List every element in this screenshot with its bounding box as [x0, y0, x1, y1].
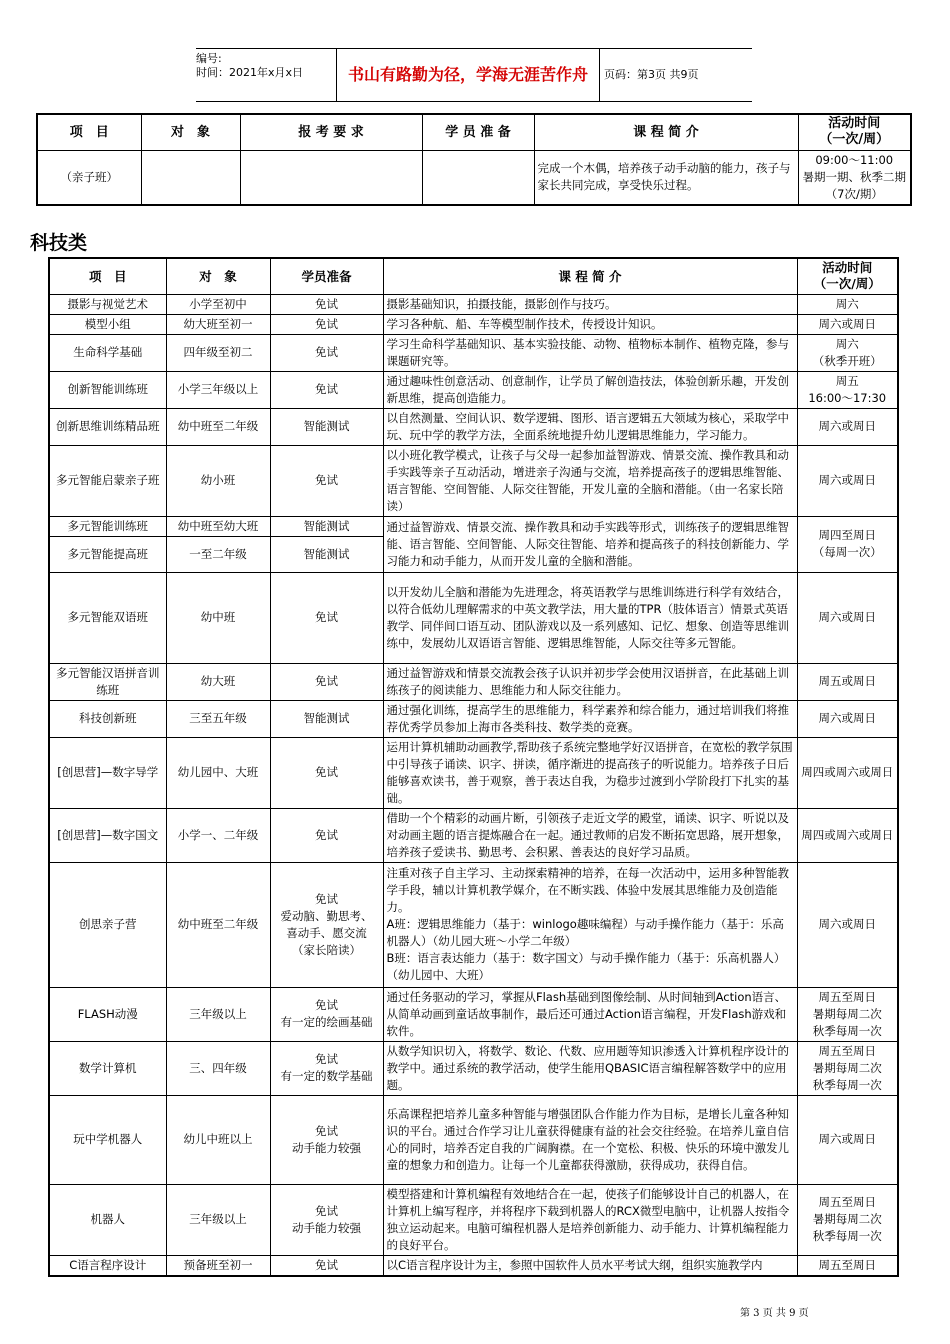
intro-paragraph: 借助一个个精彩的动画片断，引领孩子走近文学的殿堂，诵读、识字、听说以及对动画主题的语言提炼融合在一起。通过教师的启发不断拓宽思路，展开想象，培养孩子爱读书、勤思考、会积累、善表达的良好学习品质。 — [386, 810, 789, 859]
table-header-row — [49, 258, 898, 294]
cell-time — [797, 294, 898, 314]
time-label: 时间：2021年x月x日 — [196, 66, 304, 79]
prep-line: 喜动手、愿交流 — [286, 925, 367, 940]
cell-project: 多元智能启蒙亲子班 — [49, 445, 166, 516]
cell-intro — [383, 987, 797, 1041]
cell-project: 数学计算机 — [49, 1041, 166, 1095]
cell-project: 玩中学机器人 — [49, 1095, 166, 1184]
table-row — [49, 663, 898, 700]
prep-line: 爱动脑、勤思考、 — [280, 908, 373, 923]
prep-line: （家长陪读） — [292, 942, 361, 957]
cell-target: 小学至初中 — [166, 294, 270, 314]
cell-time — [797, 1184, 898, 1255]
prep-line: 免试 — [315, 891, 338, 906]
time-line: 周六或周日 — [818, 917, 876, 931]
intro-paragraph: 以开发幼儿全脑和潜能为先进理念，将英语教学与思维训练进行科学有效结合，以符合低幼儿理解需求的中英文教学法，用大量的TPR（肢体语言）情景式英语教学、同伴间口语互动、团队游戏以及一系列感知、记忆、想象、创造等思维训练中，发展幼儿双语语言智能、逻辑思维智能，人际交往等多元智能。 — [386, 584, 789, 650]
prep-line: 有一定的数学基础 — [280, 1069, 373, 1083]
intro-paragraph: 学习生命科学基础知识、基本实验技能、动物、植物标本制作、植物克隆，参与课题研究等。 — [386, 336, 789, 368]
cell-prep — [270, 294, 383, 314]
col-header: 报 考 要 求 — [240, 114, 422, 150]
cell-time — [797, 371, 898, 408]
cell-prep — [270, 516, 383, 536]
table-row — [49, 1041, 898, 1095]
cell-project: 创思亲子营 — [49, 862, 166, 987]
intro-paragraph: 通过任务驱动的学习，掌握从Flash基础到图像绘制、从时间轴到Action语言、从简单动画到童话故事制作，最后还可通过Action语言编程，开发Flash游戏和软件。 — [386, 989, 787, 1038]
col-header: 课 程 简 介 — [534, 114, 798, 150]
prep-line: 动手能力较强 — [292, 1140, 361, 1155]
time-line: 周四或周六或周日 — [801, 765, 894, 779]
cell-target: 幼小班 — [166, 445, 270, 516]
time-line: 周六或周日 — [818, 610, 876, 624]
col-header: 课 程 简 介 — [383, 258, 797, 294]
prep-line: 智能测试 — [303, 419, 350, 433]
cell-target: 幼中班至二年级 — [166, 408, 270, 445]
prep-line: 动手能力较强 — [292, 1220, 361, 1235]
table-row — [37, 150, 911, 205]
time-line: 周四至周日 — [818, 528, 876, 542]
cell-target: 小学三年级以上 — [166, 371, 270, 408]
table-row — [49, 371, 898, 408]
intro-paragraph: 通过强化训练，提高学生的思维能力，科学素养和综合能力，通过培训我们将推荐优秀学员参加上海市各类科技、数学类的竞赛。 — [386, 702, 789, 734]
prep-line: 免试 — [315, 610, 338, 624]
table-row — [49, 1095, 898, 1184]
cell-prep — [270, 700, 383, 737]
cell-target: 幼大班 — [166, 663, 270, 700]
intro-paragraph: 以小班化教学模式，让孩子与父母一起参加益智游戏、情景交流、操作教具和动手实践等亲子互动活动，增进亲子沟通与交流，培养提高孩子的逻辑思维智能、语言智能、空间智能、人际交往智能，开发儿童的全脑和潜能。（由一名家长陪读） — [386, 447, 789, 513]
table-row — [49, 1255, 898, 1276]
cell-intro — [383, 314, 797, 334]
cell-prep — [270, 663, 383, 700]
cell-target: 小学一、二年级 — [166, 808, 270, 862]
time-line: 暑期每周二次 — [812, 1060, 882, 1075]
table-row — [49, 572, 898, 663]
cell-prep — [270, 1184, 383, 1255]
col-header: 活动时间 （一次/周） — [798, 114, 911, 150]
cell-intro — [383, 663, 797, 700]
cell-prep — [270, 862, 383, 987]
col-header: 项 目 — [49, 258, 166, 294]
cell-prep — [270, 1255, 383, 1276]
table-row — [49, 862, 898, 987]
time-line: 秋季每周一次 — [812, 1077, 882, 1092]
cell-time — [797, 1041, 898, 1095]
cell-time — [797, 516, 898, 572]
cell-intro — [383, 1184, 797, 1255]
cell-intro — [383, 334, 797, 371]
cell-prep — [270, 1041, 383, 1095]
cell-project: C语言程序设计 — [49, 1255, 166, 1276]
prep-line: 免试 — [315, 674, 338, 688]
prep-line: 免试 — [315, 1257, 338, 1272]
header-motto: 书山有路勤为径，学海无涯苦作舟 — [336, 49, 600, 101]
prep-line: 免试 — [315, 1203, 338, 1218]
time-line: 周六或周日 — [818, 711, 876, 725]
cell-target: 幼大班至初一 — [166, 314, 270, 334]
prep-line: 有一定的绘画基础 — [280, 1015, 373, 1029]
cell-time — [797, 1095, 898, 1184]
col-header: 活动时间 （一次/周） — [797, 258, 898, 294]
table-row — [49, 737, 898, 808]
intro-paragraph: 以自然测量、空间认识、数学逻辑、图形、语言逻辑五大领域为核心，采取学中玩、玩中学的教学方法，全面系统地提升幼儿逻辑思维能力，学习能力。 — [386, 410, 789, 442]
cell-intro — [383, 371, 797, 408]
cell-project: 多元智能训练班 — [49, 516, 166, 536]
cell-project: 摄影与视觉艺术 — [49, 294, 166, 314]
cell-requirement — [240, 150, 422, 205]
cell-intro — [383, 1041, 797, 1095]
time-line: 周六或周日 — [818, 316, 876, 331]
prep-line: 免试 — [315, 765, 338, 779]
cell-project: 多元智能双语班 — [49, 572, 166, 663]
cell-time — [797, 862, 898, 987]
tech-course-table — [48, 257, 899, 1277]
page-footer: 第 3 页 共 9 页 — [740, 1308, 809, 1319]
cell-time — [797, 408, 898, 445]
cell-project: 创新智能训练班 — [49, 371, 166, 408]
table-continued — [36, 113, 912, 206]
time-line: （秋季开班） — [812, 353, 882, 368]
intro-paragraph: 从数学知识切入，将数学、数论、代数、应用题等知识渗透入计算机程序设计的教学中。通过系统的教学活动，使学生能用QBASIC语言编程解答数学中的应用题。 — [386, 1043, 789, 1092]
table-row — [49, 294, 898, 314]
time-line: 周六或周日 — [818, 419, 876, 433]
cell-project: 多元智能汉语拼音训练班 — [49, 663, 166, 700]
col-header: 项 目 — [37, 114, 141, 150]
cell-prep — [270, 737, 383, 808]
cell-target: 幼中班至二年级 — [166, 862, 270, 987]
cell-time — [797, 737, 898, 808]
intro-paragraph: 运用计算机辅助动画教学,帮助孩子系统完整地学好汉语拼音，在宽松的教学氛围中引导孩子诵读、识字、拼读，循序渐进的提高孩子的听说能力。培养孩子日后能够喜欢读书，善于观察，善于表达自我，为稳步过渡到小学阶段打下扎实的基础。 — [386, 739, 793, 805]
cell-target: 幼中班至幼大班 — [166, 516, 270, 536]
cell-intro — [383, 445, 797, 516]
time-line: 暑期每周二次 — [812, 1006, 882, 1021]
table-row — [49, 314, 898, 334]
intro-paragraph: A班：逻辑思维能力（基于：winlogo趣味编程）与动手操作能力（基于：乐高机器人）（幼儿园大班～小学二年级） — [386, 917, 784, 948]
cell-target: 三、四年级 — [166, 1041, 270, 1095]
cell-time — [798, 150, 911, 205]
intro-paragraph: B班：语言表达能力（基于：数字国文）与动手操作能力（基于：乐高机器人）（幼儿园中、大班） — [386, 951, 786, 982]
time-line: 秋季每周一次 — [812, 1023, 882, 1038]
cell-prep — [270, 808, 383, 862]
intro-paragraph: 学习各种航、船、车等模型制作技术，传授设计知识。 — [386, 316, 663, 331]
cell-time — [797, 445, 898, 516]
prep-line: 免试 — [315, 382, 338, 396]
cell-prep — [270, 987, 383, 1041]
prep-line: 智能测试 — [303, 711, 350, 725]
cell-project: 创新思维训练精品班 — [49, 408, 166, 445]
cell-project: 模型小组 — [49, 314, 166, 334]
cell-intro — [383, 737, 797, 808]
time-line: 周五至周日 — [818, 1257, 876, 1272]
cell-intro — [383, 700, 797, 737]
time-line: 周六或周日 — [818, 473, 876, 487]
page-header — [196, 48, 752, 102]
time-line: 周五至周日 — [818, 989, 876, 1004]
col-header: 学员准备 — [270, 258, 383, 294]
cell-target: 一至二年级 — [166, 536, 270, 572]
cell-time — [797, 572, 898, 663]
cell-target: 幼中班 — [166, 572, 270, 663]
time-line: 16:00～17:30 — [808, 390, 887, 405]
cell-prep — [270, 572, 383, 663]
table-header-row — [37, 114, 911, 150]
time-line: 暑期每周二次 — [812, 1212, 882, 1226]
table-row — [49, 808, 898, 862]
prep-line: 免试 — [315, 345, 338, 359]
cell-time — [797, 314, 898, 334]
cell-prep — [270, 408, 383, 445]
cell-time — [797, 808, 898, 862]
cell-intro — [383, 408, 797, 445]
cell-target: 三至五年级 — [166, 700, 270, 737]
time-line: （每周一次） — [812, 545, 882, 559]
time-line: 周五至周日 — [818, 1195, 876, 1209]
time-line: 周五或周日 — [818, 674, 876, 688]
intro-paragraph: 模型搭建和计算机编程有效地结合在一起，使孩子们能够设计自己的机器人，在计算机上编写程序，并将程序下载到机器人的RCX微型电脑中，让机器人按指令独立运动起来。电脑可编程机器人是培养创新能力、动手能力、计算机编程能力的良好平台。 — [386, 1186, 790, 1252]
header-meta — [196, 49, 336, 104]
time-line: 周六 — [835, 336, 859, 351]
cell-project: 机器人 — [49, 1184, 166, 1255]
time-line: 周四或周六或周日 — [801, 827, 894, 842]
cell-prep — [270, 536, 383, 572]
time-line: （7次/期） — [825, 186, 883, 201]
cell-time — [797, 700, 898, 737]
intro-paragraph: 通过趣味性创意活动、创意制作，让学员了解创造技法，体验创新乐趣，开发创新思维，提高创造能力。 — [386, 373, 789, 405]
cell-target — [141, 150, 240, 205]
cell-project: 生命科学基础 — [49, 334, 166, 371]
table-row — [49, 408, 898, 445]
time-line: 周五 — [835, 373, 859, 388]
cell-project: 多元智能提高班 — [49, 536, 166, 572]
prep-line: 免试 — [315, 473, 338, 487]
table-row — [49, 987, 898, 1041]
cell-project: [创思营]—数字国文 — [49, 808, 166, 862]
prep-line: 免试 — [315, 296, 338, 311]
time-line: 秋季每周一次 — [812, 1229, 882, 1243]
header-page-label: 页码：第3页 共9页 — [604, 68, 699, 81]
cell-project: （亲子班） — [37, 150, 141, 205]
prep-line: 免试 — [315, 1052, 338, 1066]
cell-prep — [422, 150, 534, 205]
cell-target: 幼儿园中、大班 — [166, 737, 270, 808]
cell-target: 三年级以上 — [166, 987, 270, 1041]
intro-paragraph: 以C语言程序设计为主，参照中国软件人员水平考试大纲，组织实施教学内 — [386, 1257, 763, 1272]
table-row — [49, 445, 898, 516]
cell-target: 预备班至初一 — [166, 1255, 270, 1276]
cell-intro: 完成一个木偶，培养孩子动手动脑的能力，孩子与家长共同完成，享受快乐过程。 — [534, 150, 798, 205]
cell-intro: 通过益智游戏、情景交流、操作教具和动手实践等形式，训练孩子的逻辑思维智能、语言智能、空间智能、人际交往智能、培养和提高孩子的科技创新能力、学习能力和动手能力，从而开发儿童的全脑和潜能。 — [383, 516, 797, 572]
cell-intro — [383, 808, 797, 862]
prep-line: 免试 — [315, 998, 338, 1012]
cell-project: [创思营]—数字导学 — [49, 737, 166, 808]
table-row — [49, 334, 898, 371]
prep-line: 智能测试 — [303, 518, 350, 533]
intro-paragraph: 乐高课程把培养儿童多种智能与增强团队合作能力作为目标，是增长儿童各种知识的平台。通过合作学习让儿童获得健康有益的社会交往经验。在培养儿童自信心的同时，培养否定自我的广阔胸襟。在一个宽松、积极、快乐的环境中激发儿童的想象力和创造力。让每一个儿童都获得激励，获得成功，获得自信。 — [386, 1106, 789, 1172]
time-line: 周五至周日 — [818, 1043, 876, 1058]
number-label: 编号: — [196, 52, 222, 65]
cell-time — [797, 1255, 898, 1276]
intro-paragraph: 摄影基础知识，拍摄技能，摄影创作与技巧。 — [386, 296, 617, 311]
cell-intro — [383, 572, 797, 663]
intro-paragraph: 通过益智游戏和情景交流教会孩子认识并初步学会使用汉语拼音，在此基础上训练孩子的阅读能力、思维能力和人际交往能力。 — [386, 665, 789, 697]
cell-time — [797, 663, 898, 700]
time-line: 暑期一期、秋季二期 — [802, 169, 906, 184]
cell-prep — [270, 371, 383, 408]
time-line: 周六 — [835, 296, 859, 311]
table-row — [49, 516, 898, 536]
cell-time — [797, 987, 898, 1041]
cell-target: 幼儿中班以上 — [166, 1095, 270, 1184]
cell-intro — [383, 862, 797, 987]
cell-project: FLASH动漫 — [49, 987, 166, 1041]
prep-line: 免试 — [315, 827, 338, 842]
cell-prep — [270, 445, 383, 516]
cell-prep — [270, 1095, 383, 1184]
cell-target: 四年级至初二 — [166, 334, 270, 371]
prep-line: 免试 — [315, 1123, 338, 1138]
section-title: 科技类 — [30, 232, 88, 254]
prep-line: 免试 — [315, 316, 338, 331]
intro-paragraph: 注重对孩子自主学习、主动探索精神的培养，在每一次活动中，运用多种智能教学手段，辅以计算机教学媒介，在不断实践、体验中发展其思维能力及创造能力。 — [386, 866, 789, 914]
table-row — [49, 700, 898, 737]
time-line: 周六或周日 — [818, 1132, 876, 1146]
col-header: 对 象 — [141, 114, 240, 150]
col-header: 学 员 准 备 — [422, 114, 534, 150]
cell-project: 科技创新班 — [49, 700, 166, 737]
cell-prep — [270, 334, 383, 371]
cell-intro — [383, 294, 797, 314]
cell-target: 三年级以上 — [166, 1184, 270, 1255]
cell-prep — [270, 314, 383, 334]
time-line: 09:00～11:00 — [815, 152, 894, 167]
cell-time — [797, 334, 898, 371]
prep-line: 智能测试 — [303, 546, 350, 561]
table-row — [49, 1184, 898, 1255]
cell-intro — [383, 1095, 797, 1184]
cell-intro — [383, 1255, 797, 1276]
col-header: 对 象 — [166, 258, 270, 294]
